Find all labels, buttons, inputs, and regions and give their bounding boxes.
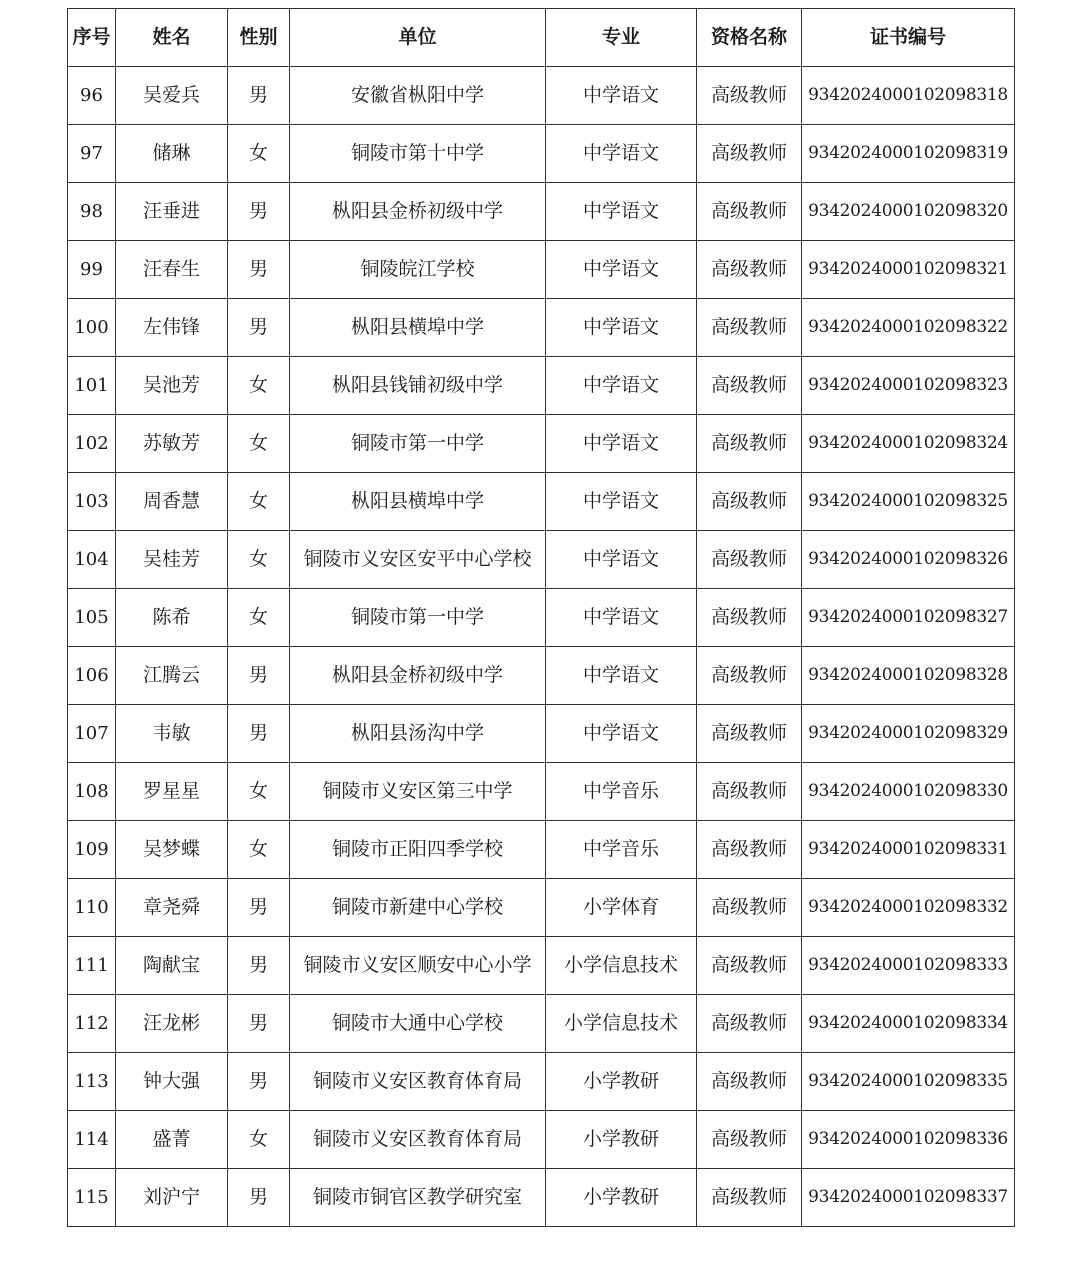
table-row — [68, 357, 1015, 415]
table-row — [68, 821, 1015, 879]
table-row — [68, 531, 1015, 589]
cell-qualification: 高级教师 — [697, 1111, 802, 1169]
cell-name: 吴梦蝶 — [116, 821, 228, 879]
cell-certificate-number: 9342024000102098327 — [802, 589, 1015, 647]
cell-unit: 安徽省枞阳中学 — [290, 67, 546, 125]
cell-qualification: 高级教师 — [697, 589, 802, 647]
table-row — [68, 1111, 1015, 1169]
cell-name: 周香慧 — [116, 473, 228, 531]
header-gender: 性别 — [228, 9, 290, 67]
cell-major: 中学语文 — [546, 647, 697, 705]
cell-unit: 铜陵市新建中心学校 — [290, 879, 546, 937]
cell-name: 罗星星 — [116, 763, 228, 821]
cell-gender: 男 — [228, 705, 290, 763]
cell-major: 中学语文 — [546, 705, 697, 763]
cell-gender: 男 — [228, 299, 290, 357]
cell-certificate-number: 9342024000102098332 — [802, 879, 1015, 937]
cell-name: 刘沪宁 — [116, 1169, 228, 1227]
cell-major: 中学语文 — [546, 357, 697, 415]
cell-index: 113 — [68, 1053, 116, 1111]
header-certificate-number: 证书编号 — [802, 9, 1015, 67]
cell-index: 112 — [68, 995, 116, 1053]
cell-qualification: 高级教师 — [697, 241, 802, 299]
table-row — [68, 1169, 1015, 1227]
cell-certificate-number: 9342024000102098329 — [802, 705, 1015, 763]
cell-certificate-number: 9342024000102098330 — [802, 763, 1015, 821]
cell-major: 中学语文 — [546, 183, 697, 241]
cell-gender: 女 — [228, 473, 290, 531]
cell-qualification: 高级教师 — [697, 937, 802, 995]
cell-index: 100 — [68, 299, 116, 357]
cell-major: 中学语文 — [546, 531, 697, 589]
table-row — [68, 183, 1015, 241]
cell-name: 盛菁 — [116, 1111, 228, 1169]
header-index: 序号 — [68, 9, 116, 67]
cell-name: 吴桂芳 — [116, 531, 228, 589]
cell-unit: 铜陵市义安区教育体育局 — [290, 1053, 546, 1111]
cell-qualification: 高级教师 — [697, 763, 802, 821]
cell-name: 江腾云 — [116, 647, 228, 705]
cell-gender: 男 — [228, 995, 290, 1053]
cell-major: 中学语文 — [546, 241, 697, 299]
cell-unit: 铜陵市正阳四季学校 — [290, 821, 546, 879]
cell-major: 小学教研 — [546, 1053, 697, 1111]
cell-gender: 男 — [228, 183, 290, 241]
cell-major: 中学语文 — [546, 473, 697, 531]
cell-gender: 女 — [228, 589, 290, 647]
cell-qualification: 高级教师 — [697, 1169, 802, 1227]
cell-index: 110 — [68, 879, 116, 937]
cell-gender: 男 — [228, 647, 290, 705]
table-row — [68, 1053, 1015, 1111]
cell-qualification: 高级教师 — [697, 357, 802, 415]
cell-index: 106 — [68, 647, 116, 705]
cell-gender: 女 — [228, 821, 290, 879]
cell-gender: 男 — [228, 241, 290, 299]
cell-gender: 男 — [228, 67, 290, 125]
table-row — [68, 995, 1015, 1053]
cell-name: 汪春生 — [116, 241, 228, 299]
cell-unit: 铜陵市第一中学 — [290, 589, 546, 647]
cell-gender: 女 — [228, 125, 290, 183]
cell-name: 吴池芳 — [116, 357, 228, 415]
header-qualification: 资格名称 — [697, 9, 802, 67]
cell-name: 钟大强 — [116, 1053, 228, 1111]
cell-name: 苏敏芳 — [116, 415, 228, 473]
cell-certificate-number: 9342024000102098334 — [802, 995, 1015, 1053]
cell-gender: 女 — [228, 357, 290, 415]
cell-major: 小学教研 — [546, 1111, 697, 1169]
cell-major: 中学语文 — [546, 589, 697, 647]
cell-qualification: 高级教师 — [697, 1053, 802, 1111]
table-row — [68, 473, 1015, 531]
cell-name: 章尧舜 — [116, 879, 228, 937]
table-row — [68, 937, 1015, 995]
cell-index: 104 — [68, 531, 116, 589]
cell-certificate-number: 9342024000102098337 — [802, 1169, 1015, 1227]
cell-name: 吴爱兵 — [116, 67, 228, 125]
cell-unit: 枞阳县横埠中学 — [290, 473, 546, 531]
table-row — [68, 705, 1015, 763]
cell-certificate-number: 9342024000102098322 — [802, 299, 1015, 357]
cell-major: 中学语文 — [546, 67, 697, 125]
cell-certificate-number: 9342024000102098323 — [802, 357, 1015, 415]
cell-major: 中学音乐 — [546, 763, 697, 821]
cell-unit: 铜陵市铜官区教学研究室 — [290, 1169, 546, 1227]
table-header — [68, 9, 1015, 67]
cell-certificate-number: 9342024000102098326 — [802, 531, 1015, 589]
cell-certificate-number: 9342024000102098335 — [802, 1053, 1015, 1111]
cell-certificate-number: 9342024000102098320 — [802, 183, 1015, 241]
cell-major: 小学信息技术 — [546, 995, 697, 1053]
cell-unit: 铜陵皖江学校 — [290, 241, 546, 299]
cell-unit: 铜陵市第一中学 — [290, 415, 546, 473]
table-row — [68, 125, 1015, 183]
cell-gender: 女 — [228, 763, 290, 821]
table-row — [68, 299, 1015, 357]
cell-qualification: 高级教师 — [697, 647, 802, 705]
cell-index: 114 — [68, 1111, 116, 1169]
cell-index: 99 — [68, 241, 116, 299]
cell-unit: 枞阳县钱铺初级中学 — [290, 357, 546, 415]
cell-gender: 女 — [228, 415, 290, 473]
cell-qualification: 高级教师 — [697, 531, 802, 589]
cell-index: 96 — [68, 67, 116, 125]
cell-qualification: 高级教师 — [697, 415, 802, 473]
header-row — [68, 9, 1015, 67]
cell-certificate-number: 9342024000102098318 — [802, 67, 1015, 125]
cell-index: 109 — [68, 821, 116, 879]
cell-certificate-number: 9342024000102098319 — [802, 125, 1015, 183]
cell-index: 111 — [68, 937, 116, 995]
cell-unit: 铜陵市义安区教育体育局 — [290, 1111, 546, 1169]
cell-unit: 枞阳县金桥初级中学 — [290, 183, 546, 241]
cell-index: 101 — [68, 357, 116, 415]
cell-gender: 男 — [228, 1169, 290, 1227]
table-row — [68, 647, 1015, 705]
cell-gender: 女 — [228, 531, 290, 589]
cell-major: 中学音乐 — [546, 821, 697, 879]
cell-major: 小学教研 — [546, 1169, 697, 1227]
cell-name: 左伟锋 — [116, 299, 228, 357]
cell-gender: 男 — [228, 1053, 290, 1111]
cell-qualification: 高级教师 — [697, 705, 802, 763]
cell-major: 中学语文 — [546, 415, 697, 473]
cell-name: 汪垂进 — [116, 183, 228, 241]
cell-gender: 男 — [228, 879, 290, 937]
cell-index: 107 — [68, 705, 116, 763]
cell-certificate-number: 9342024000102098333 — [802, 937, 1015, 995]
cell-index: 108 — [68, 763, 116, 821]
cell-qualification: 高级教师 — [697, 299, 802, 357]
cell-major: 小学体育 — [546, 879, 697, 937]
cell-major: 中学语文 — [546, 299, 697, 357]
certificate-table — [67, 8, 1015, 1227]
cell-index: 98 — [68, 183, 116, 241]
header-unit: 单位 — [290, 9, 546, 67]
cell-index: 102 — [68, 415, 116, 473]
table-row — [68, 879, 1015, 937]
table-row — [68, 589, 1015, 647]
table-row — [68, 763, 1015, 821]
cell-name: 陈希 — [116, 589, 228, 647]
cell-name: 陶献宝 — [116, 937, 228, 995]
cell-index: 97 — [68, 125, 116, 183]
cell-unit: 铜陵市义安区顺安中心小学 — [290, 937, 546, 995]
cell-qualification: 高级教师 — [697, 67, 802, 125]
cell-unit: 枞阳县汤沟中学 — [290, 705, 546, 763]
cell-qualification: 高级教师 — [697, 995, 802, 1053]
cell-certificate-number: 9342024000102098321 — [802, 241, 1015, 299]
cell-name: 储琳 — [116, 125, 228, 183]
header-name: 姓名 — [116, 9, 228, 67]
cell-unit: 枞阳县横埠中学 — [290, 299, 546, 357]
cell-unit: 铜陵市大通中心学校 — [290, 995, 546, 1053]
cell-unit: 枞阳县金桥初级中学 — [290, 647, 546, 705]
cell-qualification: 高级教师 — [697, 879, 802, 937]
cell-major: 小学信息技术 — [546, 937, 697, 995]
cell-certificate-number: 9342024000102098336 — [802, 1111, 1015, 1169]
cell-gender: 男 — [228, 937, 290, 995]
table-row — [68, 241, 1015, 299]
cell-unit: 铜陵市第十中学 — [290, 125, 546, 183]
cell-qualification: 高级教师 — [697, 473, 802, 531]
cell-index: 103 — [68, 473, 116, 531]
cell-certificate-number: 9342024000102098331 — [802, 821, 1015, 879]
cell-major: 中学语文 — [546, 125, 697, 183]
cell-certificate-number: 9342024000102098324 — [802, 415, 1015, 473]
cell-certificate-number: 9342024000102098325 — [802, 473, 1015, 531]
cell-name: 韦敏 — [116, 705, 228, 763]
cell-unit: 铜陵市义安区第三中学 — [290, 763, 546, 821]
cell-gender: 女 — [228, 1111, 290, 1169]
table-row — [68, 415, 1015, 473]
cell-name: 汪龙彬 — [116, 995, 228, 1053]
cell-index: 105 — [68, 589, 116, 647]
cell-qualification: 高级教师 — [697, 183, 802, 241]
cell-index: 115 — [68, 1169, 116, 1227]
cell-qualification: 高级教师 — [697, 821, 802, 879]
cell-qualification: 高级教师 — [697, 125, 802, 183]
header-major: 专业 — [546, 9, 697, 67]
table-body — [68, 67, 1015, 1227]
table-row — [68, 67, 1015, 125]
cell-certificate-number: 9342024000102098328 — [802, 647, 1015, 705]
cell-unit: 铜陵市义安区安平中心学校 — [290, 531, 546, 589]
